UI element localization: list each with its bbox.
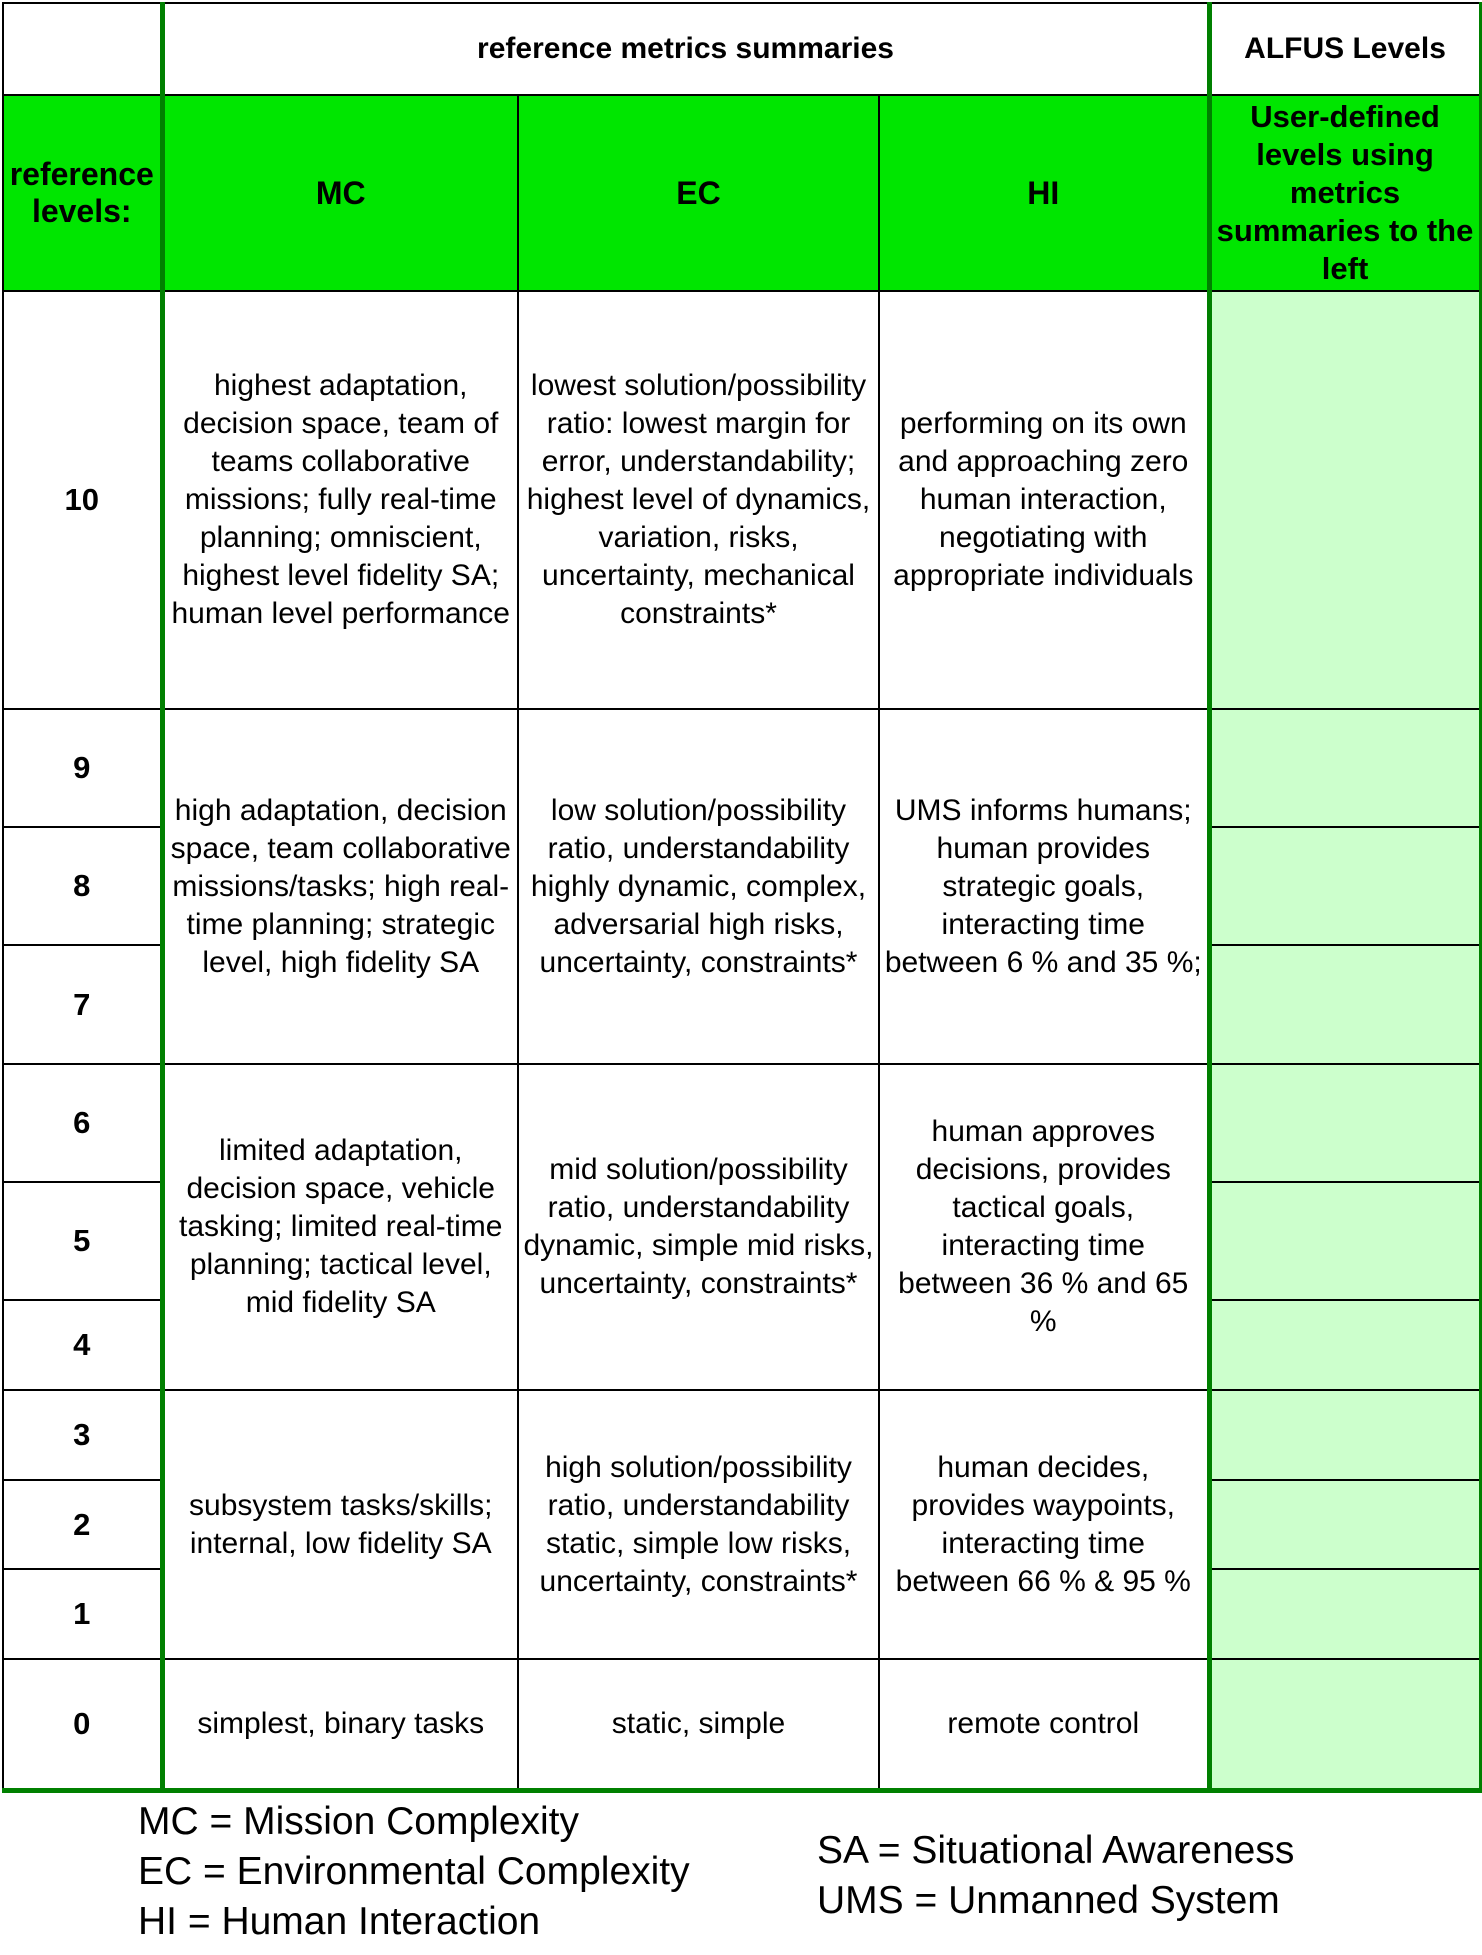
level-number: 8 (3, 827, 162, 945)
legend-left (138, 1797, 690, 1947)
legend-right (817, 1826, 1294, 1926)
level-number: 2 (3, 1480, 162, 1569)
hi-description: remote control (879, 1659, 1209, 1790)
user-defined-level-cell[interactable] (1209, 1569, 1481, 1659)
level-row (3, 1390, 1481, 1480)
ec-description: low solution/possibility ratio, understandability highly dynamic, complex, adversarial high risks, uncertainty, constraints* (518, 709, 879, 1064)
reference-levels-header: reference levels: (3, 95, 162, 291)
level-row (3, 709, 1481, 827)
ec-description: high solution/possibility ratio, understandability static, simple low risks, uncertainty, constraints* (518, 1390, 879, 1659)
level-row (3, 291, 1481, 709)
legend-mc: MC = Mission Complexity (138, 1800, 580, 1843)
summaries-title: reference metrics summaries (162, 3, 1209, 95)
ec-description: static, simple (518, 1659, 879, 1790)
mc-description: highest adaptation, decision space, team of teams collaborative missions; fully real-time planning; omniscient, highest level fidelity SA; human level performance (162, 291, 518, 709)
table-top-header-row (3, 3, 1481, 95)
hi-description: UMS informs humans; human provides strategic goals, interacting time between 6 % and 35 %; (879, 709, 1209, 1064)
user-defined-level-cell[interactable] (1209, 1480, 1481, 1569)
level-number: 3 (3, 1390, 162, 1480)
user-defined-level-cell[interactable] (1209, 1390, 1481, 1480)
legend-ums: UMS = Unmanned System (817, 1879, 1280, 1922)
ec-description: lowest solution/possibility ratio: lowest margin for error, understandability; highest level of dynamics, variation, risks, uncertainty, mechanical constraints* (518, 291, 879, 709)
level-number: 10 (3, 291, 162, 709)
user-defined-level-cell[interactable] (1209, 709, 1481, 827)
hi-description: human approves decisions, provides tactical goals, interacting time between 36 % and 65 % (879, 1064, 1209, 1390)
user-defined-level-cell[interactable] (1209, 1300, 1481, 1390)
mc-description: limited adaptation, decision space, vehicle tasking; limited real-time planning; tactical level, mid fidelity SA (162, 1064, 518, 1390)
hi-description: human decides, provides waypoints, interacting time between 66 % & 95 % (879, 1390, 1209, 1659)
legend-ec: EC = Environmental Complexity (138, 1850, 690, 1893)
level-number: 5 (3, 1182, 162, 1300)
legend-sa: SA = Situational Awareness (817, 1829, 1295, 1872)
user-defined-header: User-defined levels using metrics summaries to the left (1209, 95, 1481, 291)
corner-blank-cell (3, 3, 162, 95)
mc-header: MC (162, 95, 518, 291)
level-row (3, 1064, 1481, 1182)
alfus-metrics-table (2, 2, 1482, 1793)
user-defined-level-cell[interactable] (1209, 827, 1481, 945)
table-column-header-row (3, 95, 1481, 291)
mc-description: high adaptation, decision space, team collaborative missions/tasks; high real-time planning; strategic level, high fidelity SA (162, 709, 518, 1064)
user-defined-level-cell[interactable] (1209, 1659, 1481, 1790)
level-number: 6 (3, 1064, 162, 1182)
hi-header: HI (879, 95, 1209, 291)
user-defined-level-cell[interactable] (1209, 945, 1481, 1064)
legend-hi: HI = Human Interaction (138, 1900, 541, 1943)
level-number: 9 (3, 709, 162, 827)
level-number: 0 (3, 1659, 162, 1790)
mc-description: subsystem tasks/skills; internal, low fidelity SA (162, 1390, 518, 1659)
level-row (3, 1659, 1481, 1790)
level-number: 1 (3, 1569, 162, 1659)
alfus-levels-title: ALFUS Levels (1209, 3, 1481, 95)
level-number: 7 (3, 945, 162, 1064)
mc-description: simplest, binary tasks (162, 1659, 518, 1790)
user-defined-level-cell[interactable] (1209, 1064, 1481, 1182)
level-number: 4 (3, 1300, 162, 1390)
ec-header: EC (518, 95, 879, 291)
user-defined-level-cell[interactable] (1209, 291, 1481, 709)
hi-description: performing on its own and approaching zero human interaction, negotiating with appropriate individuals (879, 291, 1209, 709)
user-defined-level-cell[interactable] (1209, 1182, 1481, 1300)
ec-description: mid solution/possibility ratio, understandability dynamic, simple mid risks, uncertainty, constraints* (518, 1064, 879, 1390)
